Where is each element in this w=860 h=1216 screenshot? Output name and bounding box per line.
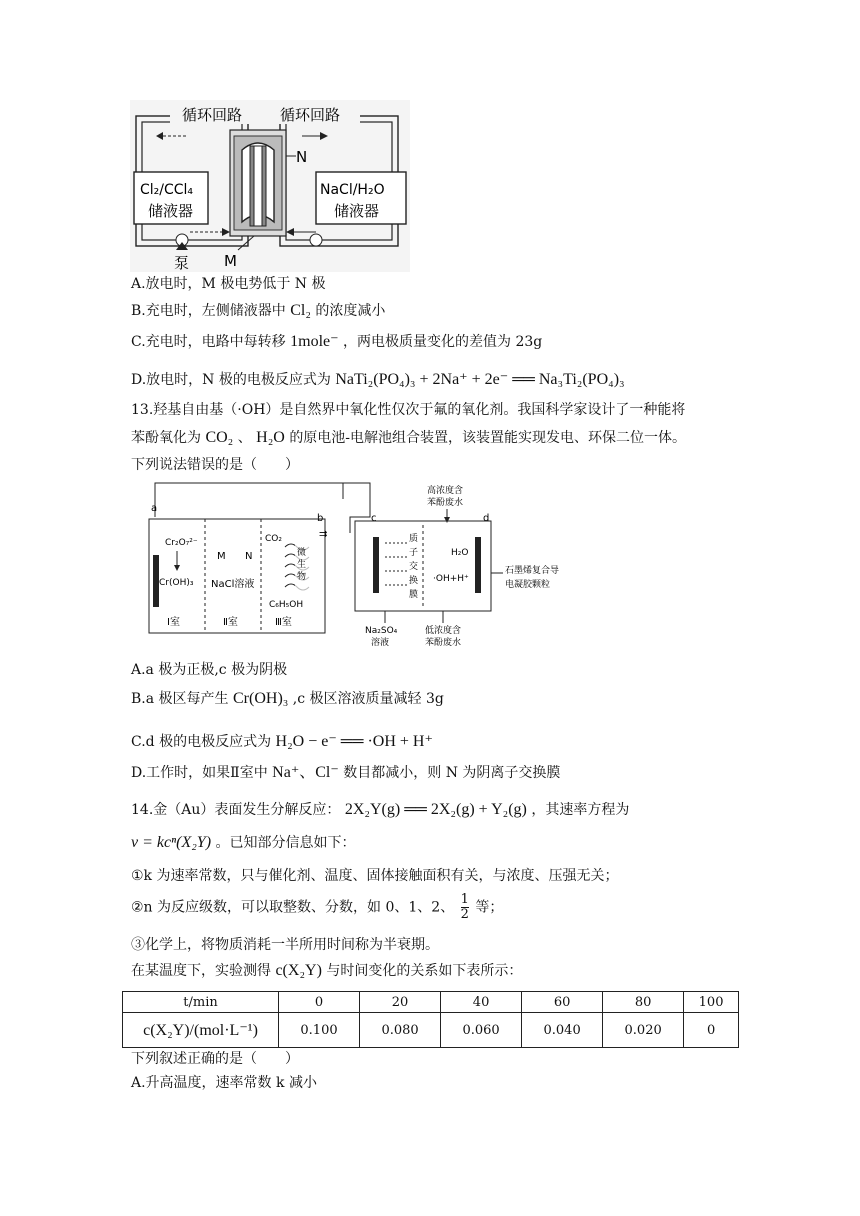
q14-table-intro-formula: c(X₂Y) <box>275 962 322 979</box>
q14-stem-line2 <box>131 833 355 853</box>
q13-stem-line1: 13.羟基自由基（·OH）是自然界中氧化性仅次于氟的氧化剂。我国科学家设计了一种能将 <box>131 402 686 418</box>
label-co2: CO₂ <box>265 534 282 544</box>
label-membrane-3: 交 <box>409 562 419 572</box>
arrow-icon: ⇉ <box>319 529 328 540</box>
fraction-one-half <box>461 893 469 922</box>
kinetics-table <box>122 991 739 1048</box>
tank-left-formula: Cl₂/CCl₄ <box>140 182 194 198</box>
label-b: b <box>317 513 324 524</box>
tank-right-formula: NaCl/H₂O <box>320 182 385 198</box>
table-cell: c(X₂Y)/(mol·L⁻¹) <box>123 1013 279 1048</box>
loop-label-right: 循环回路 <box>280 106 341 124</box>
label-cr2o7: Cr₂O₇²⁻ <box>165 538 198 548</box>
tank-left-label: 储液器 <box>148 202 194 220</box>
q13-formula-co2: CO₂ <box>205 429 234 446</box>
q12-option-d-equation: NaTi₂(PO₄)₃ + 2Na⁺ + 2e⁻ ══ Na₃Ti₂(PO₄)₃ <box>335 371 625 388</box>
q14-info-1: ①k 为速率常数，只与催化剂、温度、固体接触面积有关，与浓度、压强无关； <box>131 868 619 884</box>
q13-option-b-formula: Cr(OH)₃ <box>233 690 289 707</box>
table-header-cell: 80 <box>603 992 684 1013</box>
label-microbe-2: 生 <box>297 560 307 570</box>
q13-option-b-text: B.a 极区每产生 <box>131 691 229 707</box>
label-na2so4-1: Na₂SO₄ <box>365 626 398 636</box>
q12-option-b <box>131 301 385 321</box>
table-cell: 0.020 <box>603 1013 684 1048</box>
figure-cell-electrolysis <box>145 477 645 649</box>
loop-label-left: 循环回路 <box>182 106 243 124</box>
label-microbe-1: 微 <box>297 548 307 558</box>
label-high-conc-2: 苯酚废水 <box>427 498 464 508</box>
q14-table-intro-text: 在某温度下，实验测得 <box>131 963 271 979</box>
q13-formula-h2o: H₂O <box>256 429 285 446</box>
label-d: d <box>483 513 490 524</box>
fraction-denominator: 2 <box>460 907 469 922</box>
table-header-cell: 40 <box>441 992 522 1013</box>
label-phenol: C₆H₅OH <box>269 600 304 610</box>
label-na2so4-2: 溶液 <box>371 638 390 648</box>
table-header-cell: t/min <box>123 992 279 1013</box>
q14-equation: 2X₂Y(g) ══ 2X₂(g) + Y₂(g) <box>344 801 527 818</box>
q12-option-c-rest: ，两电极质量变化的差值为 23g <box>343 334 543 350</box>
q14-info-3: ③化学上，将物质消耗一半所用时间称为半衰期。 <box>131 937 439 953</box>
q12-option-b-formula: Cl₂ <box>290 302 311 319</box>
table-header-cell: 20 <box>360 992 441 1013</box>
table-header-cell: 0 <box>279 992 360 1013</box>
q12-option-d-text: D.放电时，N 极的电极反应式为 <box>131 372 331 388</box>
q14-table-intro-rest: 与时间变化的关系如下表所示： <box>326 963 523 979</box>
label-low-conc-2: 苯酚废水 <box>425 638 462 648</box>
label-croh3: Cr(OH)₃ <box>159 578 194 588</box>
q13-stem-line2 <box>131 428 686 448</box>
label-graphene-1: 石墨烯复合导 <box>505 566 560 576</box>
q14-info-2-text: ②n 为反应级数，可以取整数、分数，如 0、1、2、 <box>131 899 455 916</box>
label-room2: Ⅱ室 <box>223 617 238 628</box>
q14-table-intro <box>131 961 522 981</box>
label-a: a <box>151 503 158 514</box>
membrane-label-n: N <box>245 551 253 562</box>
q13-option-b-rest: ,c 极区溶液质量减轻 3g <box>292 691 444 707</box>
table-cell: 0 <box>684 1013 739 1048</box>
q13-option-c-equation: H₂O − e⁻ ══ ·OH + H⁺ <box>275 733 433 750</box>
q13-stem-text: 苯酚氧化为 <box>131 430 201 446</box>
q13-option-d-text: D.工作时，如果Ⅱ室中 <box>131 765 268 781</box>
q13-option-b <box>131 689 444 709</box>
label-h2o: H₂O <box>451 548 469 558</box>
label-room3: Ⅲ室 <box>275 617 292 628</box>
q13-separator: 、 <box>237 430 252 446</box>
q14-stem-rest: ，其速率方程为 <box>531 802 630 818</box>
label-membrane-1: 质 <box>409 534 419 544</box>
figure-flow-battery <box>130 100 410 272</box>
q13-option-d-ions: Na⁺、Cl⁻ <box>272 764 339 781</box>
membrane-label-m: M <box>217 551 226 562</box>
q14-stem-line2-rest: 。已知部分信息如下： <box>215 835 356 851</box>
q14-rate-equation: v = kcⁿ(X₂Y) <box>131 834 212 851</box>
q12-option-d <box>131 370 625 390</box>
q14-ask: 下列叙述正确的是（ ） <box>131 1051 299 1067</box>
q13-option-d <box>131 763 560 783</box>
q13-option-d-rest: 数目都减小，则 N 为阴离子交换膜 <box>343 765 561 781</box>
label-microbe-3: 物 <box>297 572 307 582</box>
fraction-numerator: 1 <box>460 892 469 907</box>
table-cell: 0.060 <box>441 1013 522 1048</box>
electrode-label-m: M <box>224 252 237 270</box>
tank-right-label: 储液器 <box>334 202 380 220</box>
q12-option-a: A.放电时，M 极电势低于 N 极 <box>131 276 326 292</box>
label-membrane-5: 膜 <box>409 590 419 600</box>
q13-option-c-text: C.d 极的电极反应式为 <box>131 734 272 750</box>
table-header-cell: 100 <box>684 992 739 1013</box>
label-membrane-4: 换 <box>409 576 419 586</box>
label-graphene-2: 电凝胶颗粒 <box>505 580 551 590</box>
q12-option-c <box>131 332 542 352</box>
q14-info-2 <box>131 893 503 922</box>
label-membrane-2: 子 <box>409 548 419 558</box>
table-header-row <box>123 992 739 1013</box>
q12-option-b-text: B.充电时，左侧储液器中 <box>131 303 286 319</box>
q12-option-c-formula: 1mole⁻ <box>290 333 339 350</box>
q14-stem-line1 <box>131 800 629 820</box>
q14-option-a: A.升高温度，速率常数 k 减小 <box>131 1075 317 1091</box>
electrode-label-n: N <box>296 148 308 166</box>
label-room1: Ⅰ室 <box>167 617 180 628</box>
q13-option-a: A.a 极为正极,c 极为阴极 <box>131 662 288 678</box>
label-nacl: NaCl溶液 <box>211 579 255 590</box>
label-low-conc-1: 低浓度含 <box>425 626 462 636</box>
pump-label: 泵 <box>174 254 190 272</box>
q14-stem-text: 14.金（Au）表面发生分解反应： <box>131 802 341 818</box>
q13-stem-rest: 的原电池-电解池组合装置，该装置能实现发电、环保二位一体。 <box>289 430 687 446</box>
label-oh: ·OH+H⁺ <box>433 574 469 584</box>
q13-stem-line3: 下列说法错误的是（ ） <box>131 457 299 473</box>
label-c: c <box>371 513 377 524</box>
table-cell: 0.100 <box>279 1013 360 1048</box>
table-header-cell: 60 <box>522 992 603 1013</box>
q13-option-c <box>131 732 433 752</box>
label-high-conc-1: 高浓度含 <box>427 486 464 496</box>
table-row <box>123 1013 739 1048</box>
table-cell: 0.040 <box>522 1013 603 1048</box>
table-cell: 0.080 <box>360 1013 441 1048</box>
q12-option-b-rest: 的浓度减小 <box>315 303 386 319</box>
q12-option-c-text: C.充电时，电路中每转移 <box>131 334 286 350</box>
q14-info-2-rest: 等； <box>475 899 504 916</box>
